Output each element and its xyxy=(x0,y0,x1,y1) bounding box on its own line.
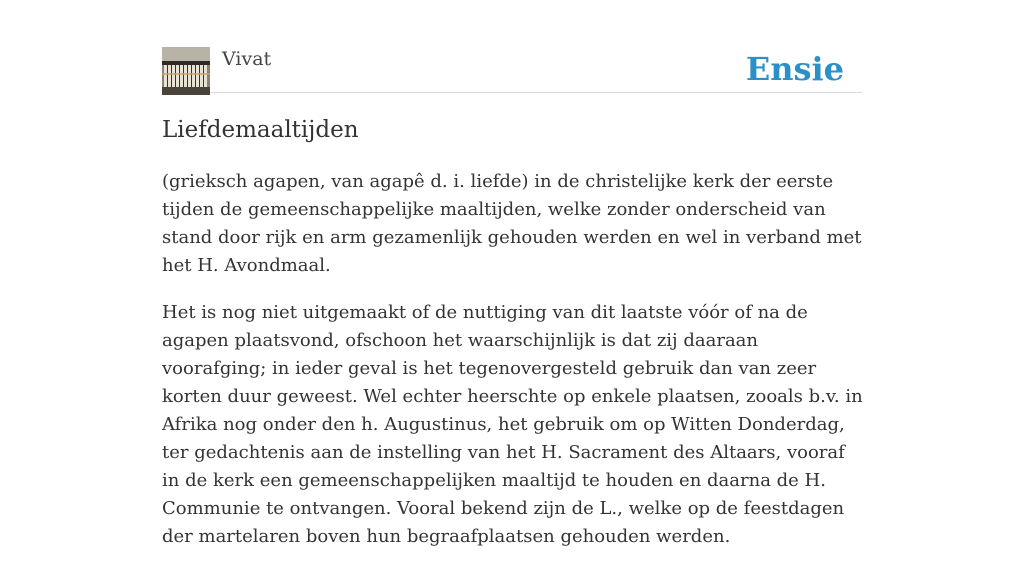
brand-logo[interactable]: Ensie xyxy=(745,50,844,88)
page-title: Liefdemaaltijden xyxy=(162,117,359,143)
article-paragraph: (grieksch agapen, van agapê d. i. liefde) in de christelijke kerk der eerste tijden de gemeenschappelijke maaltijden, welke zonder onderscheid van stand door rijk en arm gezamenlijk gehouden werden en wel in verband met het H. Avondmaal. xyxy=(162,171,862,276)
source-name[interactable]: Vivat xyxy=(222,48,272,70)
article-paragraph: Het is nog niet uitgemaakt of de nuttiging van dit laatste vóór of na de agapen plaatsvond, ofschoon het waarschijnlijk is dat zij daaraan voorafging; in ieder geval is het tegenovergesteld gebruik dan van zeer korten duur geweest. Wel echter heerschte op enkele plaatsen, zooals b.v. in Afrika nog onder den h. Augustinus, het gebruik om op Witten Donderdag, ter gedachtenis aan de instelling van het H. Sacrament des Altaars, vooraf in de kerk een gemeenschappelijken maaltijd te houden en daarna de H. Communie te ontvangen. Vooral bekend zijn de L., welke op de feestdagen der martelaren boven hun begraafplaatsen gehouden werden. xyxy=(162,302,863,547)
site-header xyxy=(162,47,862,93)
article-body xyxy=(162,168,867,570)
books-image-icon xyxy=(162,47,210,95)
source-avatar[interactable] xyxy=(162,47,210,95)
